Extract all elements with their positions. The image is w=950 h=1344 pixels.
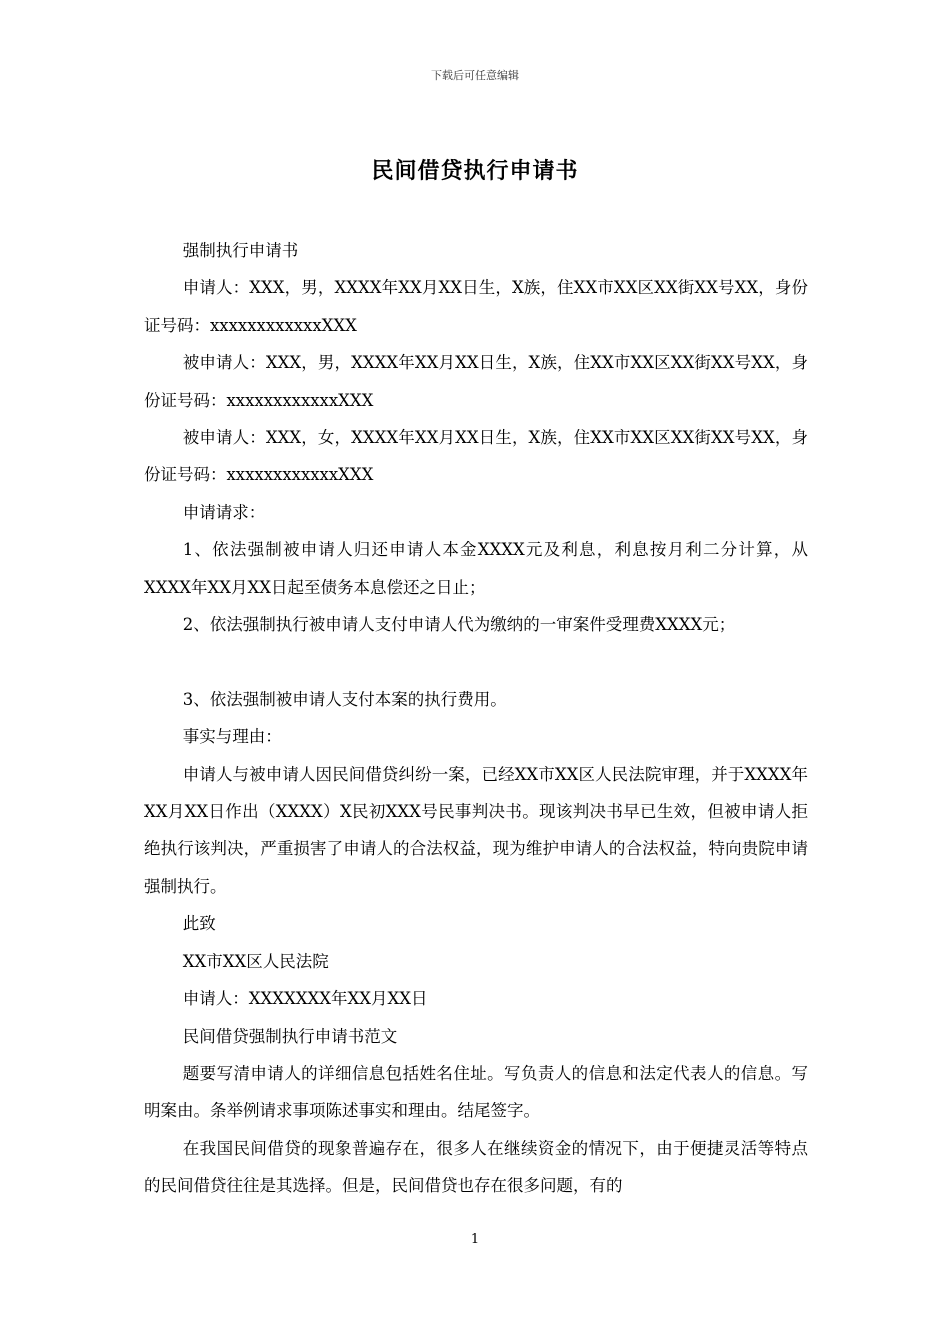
paragraph-respondent-1: 被申请人：XXX，男，XXXX年XX月XX日生，X族，住XX市XX区XX街XX号XX，身份证号码：xxxxxxxxxxxxXXX <box>144 353 808 410</box>
paragraph-respondent-2: 被申请人：XXX，女，XXXX年XX月XX日生，X族，住XX市XX区XX街XX号XX，身份证号码：xxxxxxxxxxxxXXX <box>144 428 808 485</box>
paragraph-requests-label: 申请请求： <box>182 502 266 522</box>
paragraph-facts: 申请人与被申请人因民间借贷纠纷一案，已经XX市XX区人民法院审理，并于XXXX年XX月XX日作出（XXXX）X民初XXX号民事判决书。现该判决书早已生效，但被申请人拒绝执行该判决，严重损害了申请人的合法权益，现为维护申请人的合法权益，特向贵院申请强制执行。 <box>144 764 808 896</box>
header-note: 下载后可任意编辑 <box>431 69 519 82</box>
paragraph-guidance: 题要写清申请人的详细信息包括姓名住址。写负责人的信息和法定代表人的信息。写明案由。条举例请求事项陈述事实和理由。结尾签字。 <box>144 1063 808 1121</box>
paragraph-request-3: 3、依法强制被申请人支付本案的执行费用。 <box>182 689 507 709</box>
paragraph-court: XX市XX区人民法院 <box>182 951 329 971</box>
document-title: 民间借贷执行申请书 <box>371 158 579 184</box>
paragraph-signature: 申请人：XXXXXXX年XX月XX日 <box>182 989 428 1009</box>
paragraph-facts-label: 事实与理由： <box>182 727 282 747</box>
document-body <box>144 232 808 1205</box>
paragraph-request-2: 2、依法强制执行被申请人支付申请人代为缴纳的一审案件受理费XXXX元； <box>182 615 736 635</box>
page-number: 1 <box>470 1232 480 1247</box>
paragraph-background: 在我国民间借贷的现象普遍存在，很多人在继续资金的情况下，由于便捷灵活等特点的民间借贷往往是其选择。但是，民间借贷也存在很多问题，有的 <box>144 1138 808 1196</box>
paragraph-salutation: 此致 <box>182 914 216 934</box>
paragraph-applicant: 申请人：XXX，男，XXXX年XX月XX日生，X族，住XX市XX区XX街XX号XX，身份证号码：xxxxxxxxxxxxXXX <box>144 278 808 335</box>
paragraph-request-1: 1、依法强制被申请人归还申请人本金XXXX元及利息，利息按月利二分计算，从XXXX年XX月XX日起至债务本息偿还之日止； <box>144 540 808 597</box>
paragraph-heading: 强制执行申请书 <box>182 241 299 260</box>
paragraph-sample-title: 民间借贷强制执行申请书范文 <box>182 1026 398 1046</box>
